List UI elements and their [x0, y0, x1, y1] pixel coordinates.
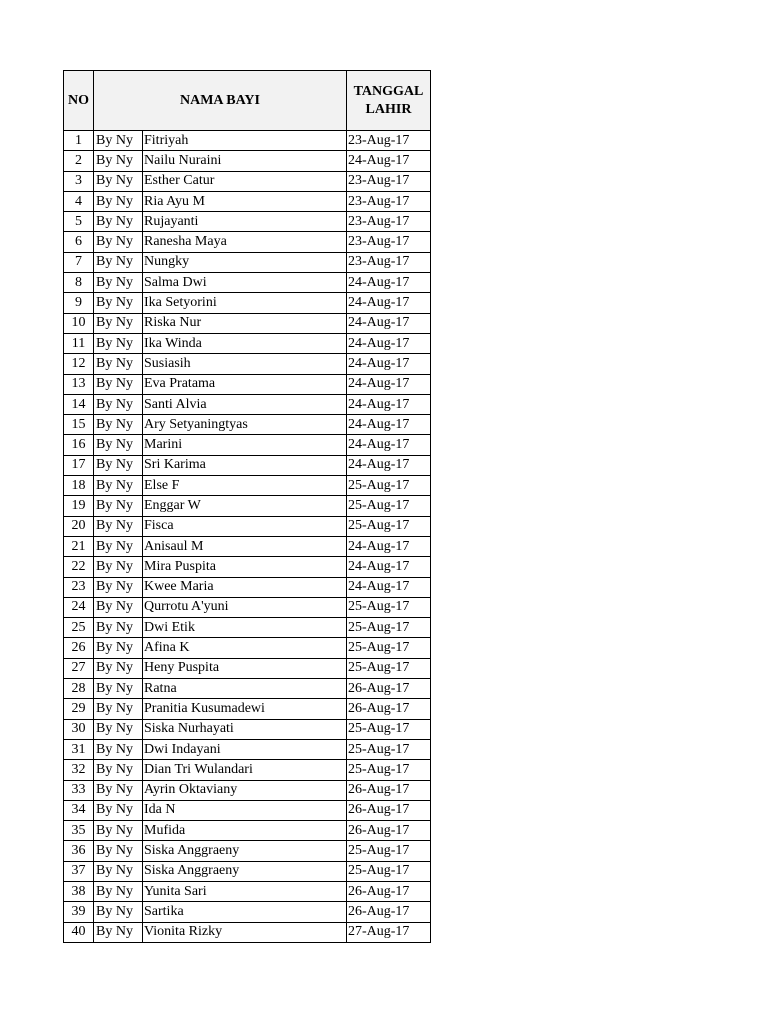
row-no-cell: 14 [64, 394, 94, 414]
row-prefix-cell: By Ny [94, 415, 143, 435]
row-name-cell: Sri Karima [143, 455, 347, 475]
row-date-cell: 27-Aug-17 [347, 922, 431, 942]
row-no-cell: 11 [64, 333, 94, 353]
row-no-cell: 5 [64, 212, 94, 232]
row-no-cell: 30 [64, 719, 94, 739]
row-no-cell: 4 [64, 191, 94, 211]
row-name-cell: Sartika [143, 902, 347, 922]
table-row [64, 415, 431, 435]
row-no-cell: 17 [64, 455, 94, 475]
table-row [64, 252, 431, 272]
row-prefix-cell: By Ny [94, 638, 143, 658]
table-row [64, 557, 431, 577]
row-name-cell: Dian Tri Wulandari [143, 760, 347, 780]
row-date-cell: 24-Aug-17 [347, 293, 431, 313]
row-date-cell: 24-Aug-17 [347, 374, 431, 394]
table-row [64, 922, 431, 942]
row-name-cell: Santi Alvia [143, 394, 347, 414]
row-date-cell: 25-Aug-17 [347, 638, 431, 658]
header-tanggal-line2: LAHIR [365, 101, 412, 117]
row-prefix-cell: By Ny [94, 719, 143, 739]
row-date-cell: 26-Aug-17 [347, 679, 431, 699]
table-row [64, 394, 431, 414]
row-name-cell: Siska Anggraeny [143, 841, 347, 861]
row-name-cell: Salma Dwi [143, 273, 347, 293]
row-no-cell: 16 [64, 435, 94, 455]
row-prefix-cell: By Ny [94, 273, 143, 293]
table-row [64, 131, 431, 151]
row-date-cell: 25-Aug-17 [347, 719, 431, 739]
row-name-cell: Ida N [143, 800, 347, 820]
row-prefix-cell: By Ny [94, 232, 143, 252]
row-prefix-cell: By Ny [94, 171, 143, 191]
row-name-cell: Afina K [143, 638, 347, 658]
row-date-cell: 26-Aug-17 [347, 800, 431, 820]
row-no-cell: 10 [64, 313, 94, 333]
row-name-cell: Eva Pratama [143, 374, 347, 394]
row-date-cell: 25-Aug-17 [347, 841, 431, 861]
row-name-cell: Fitriyah [143, 131, 347, 151]
row-prefix-cell: By Ny [94, 739, 143, 759]
row-no-cell: 26 [64, 638, 94, 658]
row-name-cell: Fisca [143, 516, 347, 536]
row-prefix-cell: By Ny [94, 618, 143, 638]
table-row [64, 374, 431, 394]
table-row [64, 739, 431, 759]
row-name-cell: Siska Nurhayati [143, 719, 347, 739]
row-prefix-cell: By Ny [94, 536, 143, 556]
table-row [64, 151, 431, 171]
header-no: NO [64, 71, 94, 131]
row-name-cell: Rujayanti [143, 212, 347, 232]
row-date-cell: 23-Aug-17 [347, 131, 431, 151]
table-row [64, 719, 431, 739]
table-row [64, 841, 431, 861]
table-row [64, 496, 431, 516]
row-prefix-cell: By Ny [94, 902, 143, 922]
row-no-cell: 38 [64, 881, 94, 901]
table-row [64, 821, 431, 841]
table-row [64, 902, 431, 922]
row-date-cell: 23-Aug-17 [347, 171, 431, 191]
row-prefix-cell: By Ny [94, 212, 143, 232]
row-name-cell: Yunita Sari [143, 881, 347, 901]
row-name-cell: Marini [143, 435, 347, 455]
table-row [64, 273, 431, 293]
table-row [64, 333, 431, 353]
row-date-cell: 26-Aug-17 [347, 780, 431, 800]
row-name-cell: Nungky [143, 252, 347, 272]
table-row [64, 313, 431, 333]
row-name-cell: Heny Puspita [143, 658, 347, 678]
table-row [64, 861, 431, 881]
row-no-cell: 12 [64, 354, 94, 374]
row-no-cell: 6 [64, 232, 94, 252]
row-name-cell: Ranesha Maya [143, 232, 347, 252]
table-row [64, 800, 431, 820]
row-prefix-cell: By Ny [94, 496, 143, 516]
table-row [64, 577, 431, 597]
row-prefix-cell: By Ny [94, 760, 143, 780]
table-row [64, 232, 431, 252]
row-date-cell: 26-Aug-17 [347, 821, 431, 841]
row-no-cell: 22 [64, 557, 94, 577]
row-prefix-cell: By Ny [94, 333, 143, 353]
row-name-cell: Ary Setyaningtyas [143, 415, 347, 435]
table-header-row [64, 71, 431, 131]
row-date-cell: 23-Aug-17 [347, 252, 431, 272]
row-no-cell: 1 [64, 131, 94, 151]
row-date-cell: 24-Aug-17 [347, 333, 431, 353]
table-row [64, 293, 431, 313]
table-row [64, 699, 431, 719]
table-row [64, 881, 431, 901]
row-name-cell: Kwee Maria [143, 577, 347, 597]
row-prefix-cell: By Ny [94, 699, 143, 719]
row-prefix-cell: By Ny [94, 841, 143, 861]
row-date-cell: 26-Aug-17 [347, 881, 431, 901]
row-prefix-cell: By Ny [94, 861, 143, 881]
row-date-cell: 23-Aug-17 [347, 191, 431, 211]
row-name-cell: Vionita Rizky [143, 922, 347, 942]
row-date-cell: 24-Aug-17 [347, 273, 431, 293]
row-name-cell: Riska Nur [143, 313, 347, 333]
row-date-cell: 23-Aug-17 [347, 232, 431, 252]
table-row [64, 212, 431, 232]
row-no-cell: 21 [64, 536, 94, 556]
row-no-cell: 13 [64, 374, 94, 394]
header-tanggal-line1: TANGGAL [353, 83, 424, 99]
row-prefix-cell: By Ny [94, 577, 143, 597]
row-date-cell: 24-Aug-17 [347, 354, 431, 374]
row-name-cell: Susiasih [143, 354, 347, 374]
table-row [64, 618, 431, 638]
row-no-cell: 8 [64, 273, 94, 293]
row-prefix-cell: By Ny [94, 435, 143, 455]
table-row [64, 536, 431, 556]
row-prefix-cell: By Ny [94, 293, 143, 313]
table-row [64, 760, 431, 780]
row-no-cell: 40 [64, 922, 94, 942]
row-no-cell: 27 [64, 658, 94, 678]
row-prefix-cell: By Ny [94, 394, 143, 414]
table-row [64, 679, 431, 699]
row-date-cell: 25-Aug-17 [347, 618, 431, 638]
row-no-cell: 23 [64, 577, 94, 597]
row-date-cell: 25-Aug-17 [347, 476, 431, 496]
table-row [64, 455, 431, 475]
row-no-cell: 3 [64, 171, 94, 191]
row-no-cell: 20 [64, 516, 94, 536]
row-prefix-cell: By Ny [94, 557, 143, 577]
row-name-cell: Ika Winda [143, 333, 347, 353]
row-no-cell: 37 [64, 861, 94, 881]
row-no-cell: 39 [64, 902, 94, 922]
table-row [64, 171, 431, 191]
row-date-cell: 23-Aug-17 [347, 212, 431, 232]
row-prefix-cell: By Ny [94, 679, 143, 699]
row-name-cell: Esther Catur [143, 171, 347, 191]
row-date-cell: 24-Aug-17 [347, 557, 431, 577]
row-date-cell: 25-Aug-17 [347, 658, 431, 678]
row-date-cell: 25-Aug-17 [347, 597, 431, 617]
row-date-cell: 26-Aug-17 [347, 699, 431, 719]
row-no-cell: 35 [64, 821, 94, 841]
row-prefix-cell: By Ny [94, 151, 143, 171]
table-row [64, 354, 431, 374]
table-row [64, 435, 431, 455]
row-no-cell: 28 [64, 679, 94, 699]
row-prefix-cell: By Ny [94, 476, 143, 496]
row-date-cell: 24-Aug-17 [347, 313, 431, 333]
row-no-cell: 25 [64, 618, 94, 638]
row-no-cell: 32 [64, 760, 94, 780]
row-name-cell: Ayrin Oktaviany [143, 780, 347, 800]
row-no-cell: 9 [64, 293, 94, 313]
row-prefix-cell: By Ny [94, 597, 143, 617]
header-tanggal-lahir [347, 71, 431, 131]
row-prefix-cell: By Ny [94, 374, 143, 394]
row-name-cell: Pranitia Kusumadewi [143, 699, 347, 719]
row-date-cell: 24-Aug-17 [347, 577, 431, 597]
row-name-cell: Mufida [143, 821, 347, 841]
row-no-cell: 7 [64, 252, 94, 272]
baby-birth-table [63, 70, 431, 943]
row-prefix-cell: By Ny [94, 313, 143, 333]
row-name-cell: Ika Setyorini [143, 293, 347, 313]
row-name-cell: Qurrotu A'yuni [143, 597, 347, 617]
row-date-cell: 25-Aug-17 [347, 516, 431, 536]
table-row [64, 658, 431, 678]
row-date-cell: 25-Aug-17 [347, 739, 431, 759]
row-prefix-cell: By Ny [94, 800, 143, 820]
row-prefix-cell: By Ny [94, 191, 143, 211]
row-prefix-cell: By Ny [94, 455, 143, 475]
table-row [64, 597, 431, 617]
row-date-cell: 25-Aug-17 [347, 861, 431, 881]
row-prefix-cell: By Ny [94, 881, 143, 901]
row-no-cell: 2 [64, 151, 94, 171]
row-no-cell: 36 [64, 841, 94, 861]
row-prefix-cell: By Ny [94, 131, 143, 151]
header-nama-bayi: NAMA BAYI [94, 71, 347, 131]
row-prefix-cell: By Ny [94, 780, 143, 800]
row-date-cell: 26-Aug-17 [347, 902, 431, 922]
row-no-cell: 18 [64, 476, 94, 496]
row-date-cell: 24-Aug-17 [347, 435, 431, 455]
table-body [64, 131, 431, 943]
row-prefix-cell: By Ny [94, 821, 143, 841]
row-name-cell: Dwi Indayani [143, 739, 347, 759]
row-prefix-cell: By Ny [94, 252, 143, 272]
row-date-cell: 25-Aug-17 [347, 496, 431, 516]
row-prefix-cell: By Ny [94, 922, 143, 942]
row-prefix-cell: By Ny [94, 354, 143, 374]
row-date-cell: 24-Aug-17 [347, 536, 431, 556]
row-no-cell: 34 [64, 800, 94, 820]
row-name-cell: Siska Anggraeny [143, 861, 347, 881]
row-name-cell: Ratna [143, 679, 347, 699]
row-no-cell: 31 [64, 739, 94, 759]
table-row [64, 638, 431, 658]
table-row [64, 780, 431, 800]
table-row [64, 476, 431, 496]
row-name-cell: Dwi Etik [143, 618, 347, 638]
row-no-cell: 24 [64, 597, 94, 617]
row-name-cell: Ria Ayu M [143, 191, 347, 211]
row-no-cell: 29 [64, 699, 94, 719]
row-name-cell: Anisaul M [143, 536, 347, 556]
row-name-cell: Nailu Nuraini [143, 151, 347, 171]
row-no-cell: 33 [64, 780, 94, 800]
row-date-cell: 24-Aug-17 [347, 151, 431, 171]
row-date-cell: 24-Aug-17 [347, 415, 431, 435]
table-row [64, 191, 431, 211]
row-date-cell: 25-Aug-17 [347, 760, 431, 780]
row-name-cell: Enggar W [143, 496, 347, 516]
row-name-cell: Mira Puspita [143, 557, 347, 577]
row-date-cell: 24-Aug-17 [347, 455, 431, 475]
row-date-cell: 24-Aug-17 [347, 394, 431, 414]
row-name-cell: Else F [143, 476, 347, 496]
row-prefix-cell: By Ny [94, 516, 143, 536]
table-row [64, 516, 431, 536]
row-no-cell: 19 [64, 496, 94, 516]
row-no-cell: 15 [64, 415, 94, 435]
row-prefix-cell: By Ny [94, 658, 143, 678]
